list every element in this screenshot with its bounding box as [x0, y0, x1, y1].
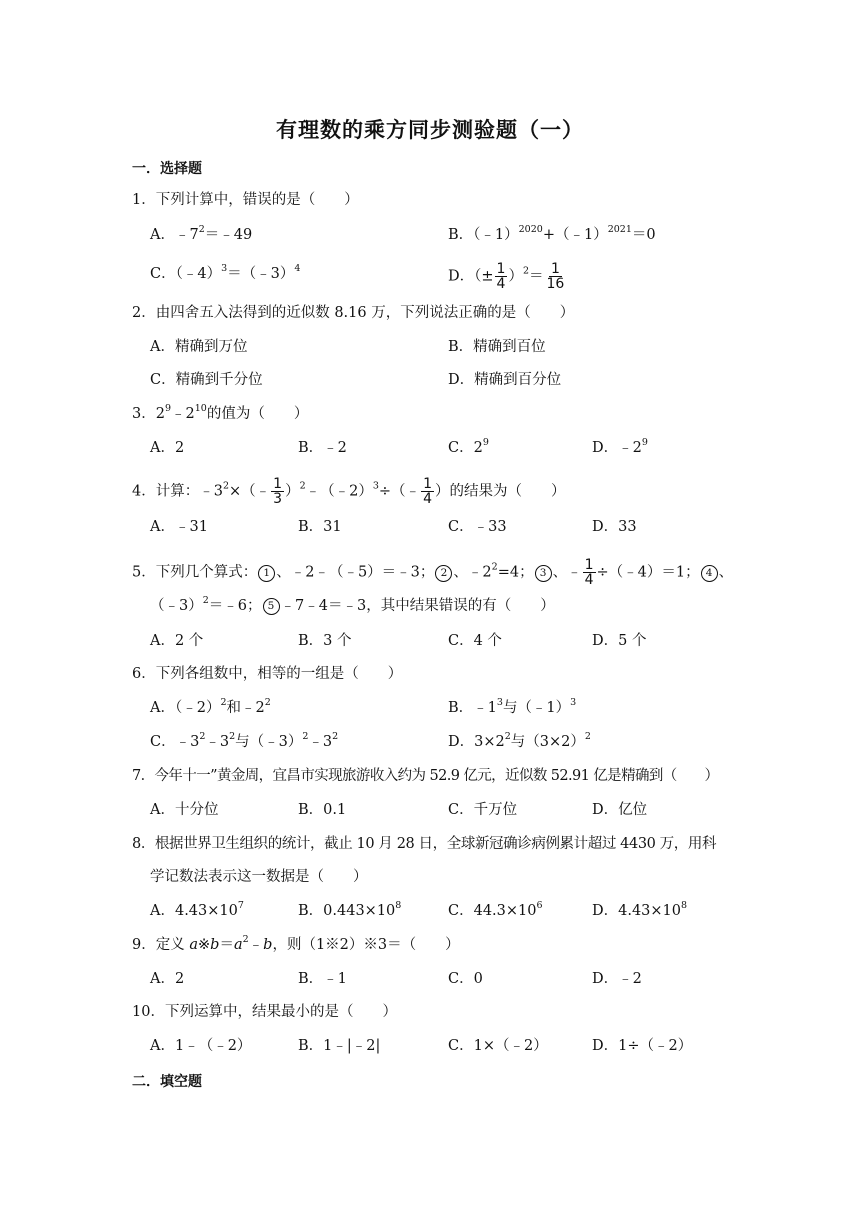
question-3-option-b: B．﹣2 — [298, 440, 347, 456]
question-1-option-c: C．（﹣4）$^3$＝（﹣3）$^4$ — [150, 263, 301, 282]
question-8-stem-line-1: 8．根据世界卫生组织的统计，截止 10 月 28 日，全球新冠确诊病例累计超过 4430 万，用科 — [132, 836, 717, 852]
circled-number: 3 — [535, 565, 552, 582]
question-7-option-a: A．十分位 — [150, 802, 219, 818]
question-1-option-a: A．$﹣7^2=﹣49$ — [150, 224, 253, 243]
question-8-option-d: D．$4.43\times 10^8$ — [592, 900, 688, 919]
fraction: $\frac{1}{4}$ — [584, 557, 594, 588]
question-6-option-c: C．$﹣3^2﹣3^2$与$(﹣3)^2﹣3^2$ — [150, 731, 339, 750]
question-7-option-c: C．千万位 — [448, 802, 518, 818]
fraction: $\frac{1}{4}$ — [423, 476, 432, 507]
question-4-option-d: D．33 — [592, 519, 637, 535]
question-8-option-b: B．$0.443\times 10^8$ — [298, 900, 402, 919]
question-1-option-b: B．（﹣1）$^{2020}$+（﹣1）$^{2021}$＝0 — [448, 224, 656, 243]
question-7-option-b: B．0.1 — [298, 802, 347, 818]
question-5-option-c: C．4 个 — [448, 633, 502, 649]
question-9-stem: 9．定义 $a※b=a^2﹣b$，则（1※2）※3＝（ ） — [132, 934, 460, 953]
question-9-option-a: A．2 — [150, 971, 185, 987]
question-3-option-c: C．$2^9$ — [448, 437, 489, 456]
question-4-option-b: B．31 — [298, 519, 342, 535]
question-2-option-a: A．精确到万位 — [150, 339, 248, 355]
question-10-option-b: B．1﹣|﹣2| — [298, 1038, 381, 1054]
question-5-option-d: D．5 个 — [592, 633, 647, 649]
question-6-option-b: B．$﹣1^3$与（﹣1）$^3$ — [448, 697, 577, 716]
fraction: $\frac{1}{16}$ — [546, 261, 565, 292]
question-3-option-a: A．2 — [150, 440, 185, 456]
question-3-option-d: D．$﹣2^9$ — [592, 437, 648, 456]
question-10-stem: 10．下列运算中，结果最小的是（ ） — [132, 1004, 397, 1020]
question-9-option-c: C．0 — [448, 971, 483, 987]
question-2-stem: 2．由四舍五入法得到的近似数 8.16 万，下列说法正确的是（ ） — [132, 305, 575, 321]
question-8-stem-line-2: 学记数法表示这一数据是（ ） — [150, 869, 368, 885]
question-10-option-c: C．1×（﹣2） — [448, 1038, 548, 1054]
question-5-option-a: A．2 个 — [150, 633, 204, 649]
question-9-option-d: D．﹣2 — [592, 971, 642, 987]
question-10-option-d: D．1÷（﹣2） — [592, 1038, 693, 1054]
question-2-option-c: C．精确到千分位 — [150, 372, 263, 388]
fraction: $\frac{1}{4}$ — [496, 261, 506, 292]
question-9-option-b: B．﹣1 — [298, 971, 347, 987]
question-4-option-a: A．﹣31 — [150, 519, 208, 535]
question-6-option-a: A．（﹣2）$^2$和$﹣2^2$ — [150, 697, 271, 716]
question-7-stem: 7．今年十一”黄金周，宜昌市实现旅游收入约为 52.9 亿元，近似数 52.91 亿是精确到（ ） — [132, 768, 719, 784]
question-2-option-b: B．精确到百位 — [448, 339, 546, 355]
circled-number: 1 — [258, 565, 275, 582]
section-heading-fill-blank: 二．填空题 — [132, 1074, 202, 1090]
section-heading-choice: 一．选择题 — [132, 161, 202, 177]
question-3-stem: 3．$2^9﹣2^{10}$的值为（ ） — [132, 403, 309, 422]
question-6-stem: 6．下列各组数中，相等的一组是（ ） — [132, 666, 403, 682]
circled-number: 2 — [435, 565, 452, 582]
fraction: $\frac{1}{3}$ — [273, 476, 283, 507]
question-8-option-c: C．$44.3\times 10^6$ — [448, 900, 543, 919]
question-1-stem: 1．下列计算中，错误的是（ ） — [132, 192, 359, 208]
question-4-stem: 4．计算：$﹣3^2\times(﹣$ $\frac{1}{3}$ ）$^2$﹣（﹣2）$^3$÷（﹣ $\frac{1}{4}$ ）的结果为（ ） — [132, 476, 566, 507]
question-6-option-d: D．$3\times 2^2$与$(3\times 2)^2$ — [448, 731, 591, 750]
question-10-option-a: A．1﹣（﹣2） — [150, 1038, 252, 1054]
circled-number: 5 — [263, 598, 280, 615]
question-5-option-b: B．3 个 — [298, 633, 352, 649]
page-title: 有理数的乘方同步测验题（一） — [276, 117, 584, 142]
question-5-stem-line-1: 5．下列几个算式： 1 、﹣2﹣（﹣5）＝﹣3； 2 、$﹣2^2=4$； 3 、﹣ $\frac{1}{4}$ ÷（﹣4）＝1； 4 、 — [132, 557, 734, 588]
question-2-option-d: D．精确到百分位 — [448, 372, 562, 388]
circled-number: 4 — [701, 565, 718, 582]
question-7-option-d: D．亿位 — [592, 802, 648, 818]
question-4-option-c: C．﹣33 — [448, 519, 507, 535]
question-5-stem-line-2: （﹣3）$^2$＝﹣6； 5 ﹣7﹣4＝﹣3，其中结果错误的有（ ） — [150, 595, 555, 614]
question-8-option-a: A．$4.43\times 10^7$ — [150, 900, 244, 919]
question-1-option-d: D．（± $\frac{1}{4}$ ）$^2$＝ $\frac{1}{16}$ — [448, 261, 565, 292]
